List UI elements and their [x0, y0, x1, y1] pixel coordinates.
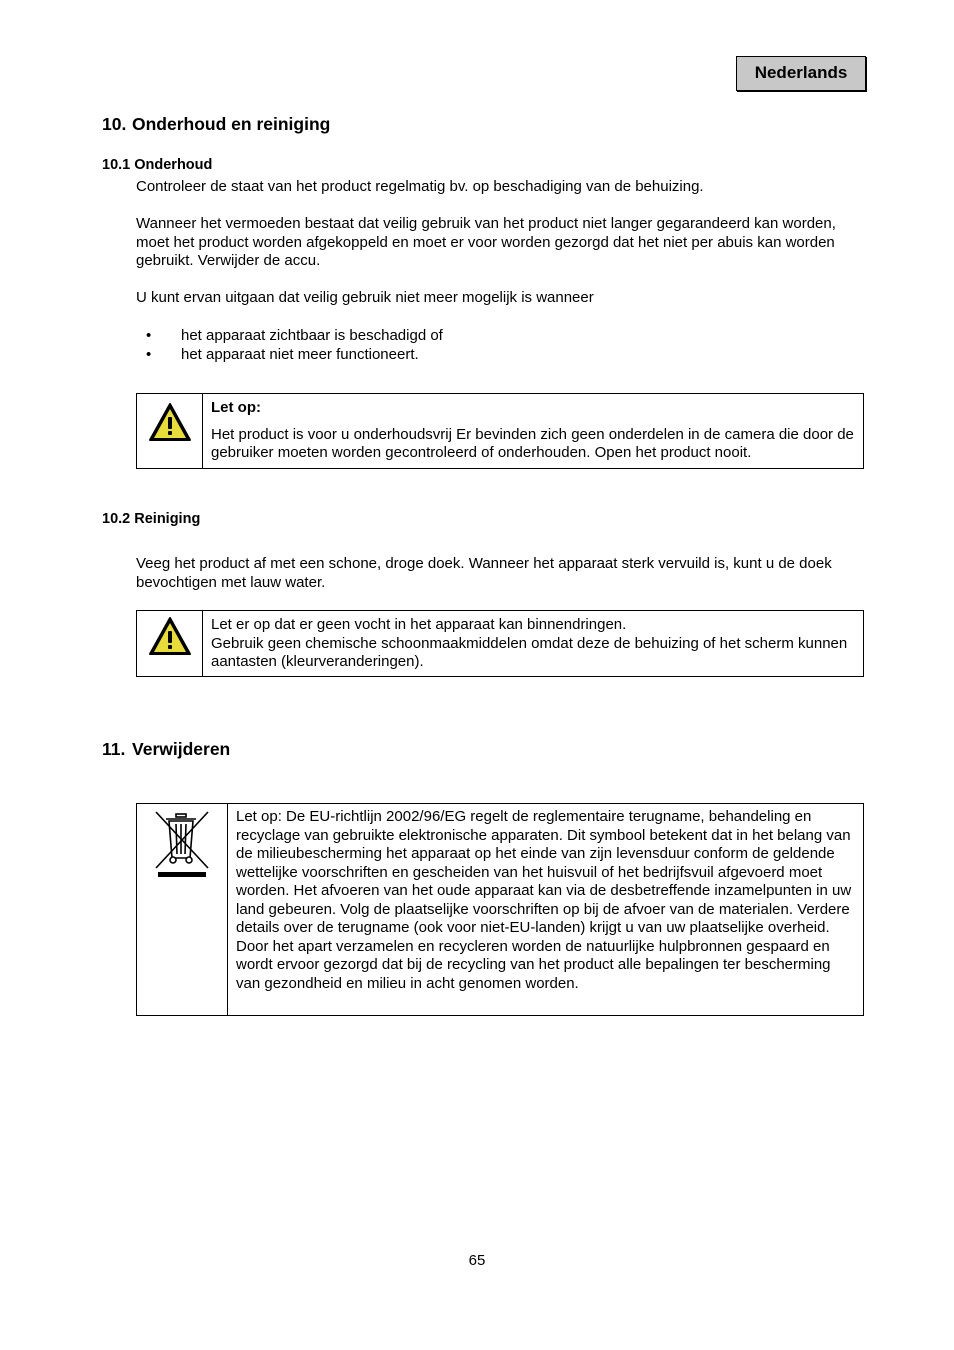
note-icon-cell	[137, 394, 203, 469]
note-text-cell	[228, 804, 864, 1016]
list-item-text: het apparaat zichtbaar is beschadigd of	[181, 327, 443, 344]
note-icon-cell	[137, 804, 228, 1016]
note-text: Let op: De EU-richtlijn 2002/96/EG regelt de reglementaire terugname, behandeling en recyclage van gebruikte elektronische apparaten. Dit symbool betekent dat in het belang van de milieubescherming het apparaat op het einde van zijn levensduur conform de geldende wettelijke voorschriften en gescheiden van het huisvuil of het bedrijfsvuil afgevoerd moet worden. Het afvoeren van het oude apparaat kan via de desbetreffende inzamelpunten in uw land gebeuren. Volg de plaatselijke voorschriften op bij de afvoer van de materialen. Verdere details over de terugname (ook voor niet-EU-landen) krijgt u van uw plaatselijke overheid. Door het apart verzamelen en recycleren worden de natuurlijke hulpbronnen gespaard en wordt ervoor gezorgd dat bij de recycling van het product alle bepalingen ter bescherming van gezondheid en milieu in acht genomen worden.	[236, 808, 852, 992]
note-text-cell	[203, 611, 864, 677]
disposal-note	[136, 803, 864, 1016]
section-11-title: Verwijderen	[132, 739, 231, 759]
bullet-icon: •	[146, 327, 152, 344]
note-text: Het product is voor u onderhoudsvrij Er bevinden zich geen onderdelen in de camera die door de gebruiker moeten worden gecontroleerd of onderhouden. Open het product nooit.	[211, 425, 854, 461]
warning-note-maintenance	[136, 393, 864, 469]
subsection-10-1-heading: 10.1 Onderhoud	[102, 157, 213, 173]
warning-icon	[148, 616, 192, 656]
subsection-10-2-heading: 10.2 Reiniging	[102, 511, 201, 527]
section-11-heading	[102, 740, 230, 759]
bullet-icon: •	[146, 346, 152, 363]
section-10-number: 10.	[102, 114, 127, 134]
note-label: Let op:	[211, 399, 261, 416]
onderhoud-paragraph-3: U kunt ervan uitgaan dat veilig gebruik niet meer mogelijk is wanneer	[136, 289, 594, 306]
warning-note-cleaning	[136, 610, 864, 677]
section-11-number: 11.	[102, 739, 126, 759]
note-text-cell	[203, 394, 864, 469]
note-line-2: Gebruik geen chemische schoonmaakmiddelen omdat deze de behuizing of het scherm kunnen aantasten (kleurveranderingen).	[211, 634, 848, 670]
onderhoud-paragraph-1: Controleer de staat van het product regelmatig bv. op beschadiging van de behuizing.	[136, 178, 704, 195]
list-item-text: het apparaat niet meer functioneert.	[181, 346, 419, 363]
reiniging-paragraph: Veeg het product af met een schone, droge doek. Wanneer het apparaat sterk vervuild is, kunt u de doek bevochtigen met lauw water.	[136, 555, 832, 591]
section-10-heading	[102, 115, 330, 134]
onderhoud-paragraph-2: Wanneer het vermoeden bestaat dat veilig gebruik van het product niet langer gegarandeerd kan worden, moet het product worden afgekoppeld en moet er voor worden gezorgd dat het niet per abuis kan worden gebruikt. Verwijder de accu.	[136, 215, 836, 269]
page-number: 65	[468, 1252, 486, 1269]
weee-bin-icon	[152, 808, 212, 880]
section-10-title: Onderhoud en reiniging	[132, 114, 331, 134]
note-icon-cell	[137, 611, 203, 677]
language-badge: Nederlands	[736, 56, 866, 91]
warning-icon	[148, 402, 192, 442]
note-line-1: Let er op dat er geen vocht in het apparaat kan binnendringen.	[211, 616, 627, 633]
